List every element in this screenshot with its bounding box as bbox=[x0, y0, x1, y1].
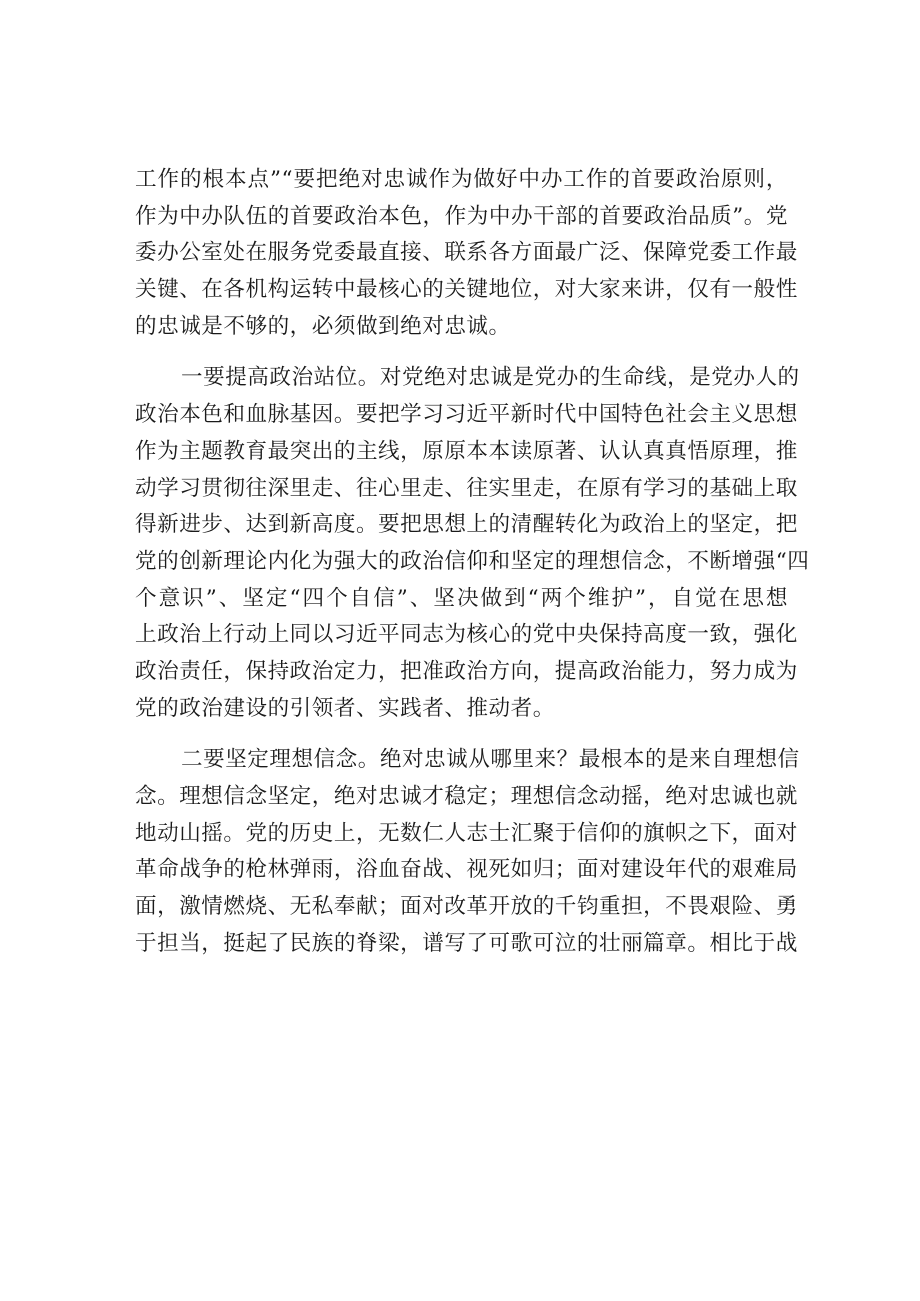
text-line: 动学习贯彻往深里走、往心里走、往实里走，在原有学习的基础上取 bbox=[135, 475, 798, 501]
text-line: 政治本色和血脉基因。要把学习习近平新时代中国特色社会主义思想 bbox=[135, 402, 798, 428]
text-line: 党的政治建设的引领者、实践者、推动者。 bbox=[135, 695, 555, 721]
text-line: 作为主题教育最突出的主线，原原本本读原著、认认真真悟原理，推 bbox=[135, 438, 798, 464]
document-page bbox=[135, 162, 810, 962]
text-line: 作为中办队伍的首要政治本色，作为中办干部的首要政治品质”。党 bbox=[135, 203, 788, 229]
text-line: 个意识”、坚定“四个自信”、坚决做到“两个维护”，自觉在思想 bbox=[135, 585, 788, 611]
text-line: 委办公室处在服务党委最直接、联系各方面最广泛、保障党委工作最 bbox=[135, 240, 798, 266]
text-line: 地动山摇。党的历史上，无数仁人志士汇聚于信仰的旗帜之下，面对 bbox=[135, 820, 798, 846]
text-line: 二要坚定理想信念。绝对忠诚从哪里来？最根本的是来自理想信 bbox=[181, 747, 800, 773]
paragraph-2 bbox=[135, 360, 810, 727]
text-line: 政治责任，保持政治定力，把准政治方向，提高政治能力，努力成为 bbox=[135, 658, 798, 684]
text-line: 一要提高政治站位。对党绝对忠诚是党办的生命线，是党办人的 bbox=[181, 365, 800, 391]
text-line: 于担当，挺起了民族的脊梁，谱写了可歌可泣的壮丽篇章。相比于战 bbox=[135, 930, 798, 956]
text-line: 革命战争的枪林弹雨，浴血奋战、视死如归；面对建设年代的艰难局 bbox=[135, 857, 798, 883]
text-line: 念。理想信念坚定，绝对忠诚才稳定；理想信念动摇，绝对忠诚也就 bbox=[135, 784, 798, 809]
text-line: 关键、在各机构运转中最核心的关键地位，对大家来讲，仅有一般性 bbox=[135, 277, 798, 303]
text-line: 上政治上行动上同以习近平同志为核心的党中央保持高度一致，强化 bbox=[135, 622, 798, 648]
paragraph-1 bbox=[135, 162, 798, 345]
text-line: 党的创新理论内化为强大的政治信仰和坚定的理想信念，不断增强“四 bbox=[135, 548, 810, 574]
text-line: 得新进步、达到新高度。要把思想上的清醒转化为政治上的坚定，把 bbox=[135, 512, 798, 538]
paragraph-3 bbox=[135, 742, 800, 962]
text-line: 工作的根本点”“要把绝对忠诚作为做好中办工作的首要政治原则， bbox=[135, 167, 788, 192]
paragraph-gap bbox=[135, 727, 788, 742]
text-line: 的忠诚是不够的，必须做到绝对忠诚。 bbox=[135, 313, 511, 339]
paragraph-gap bbox=[135, 345, 788, 360]
text-line: 面，激情燃烧、无私奉献；面对改革开放的千钧重担，不畏艰险、勇 bbox=[135, 894, 798, 920]
